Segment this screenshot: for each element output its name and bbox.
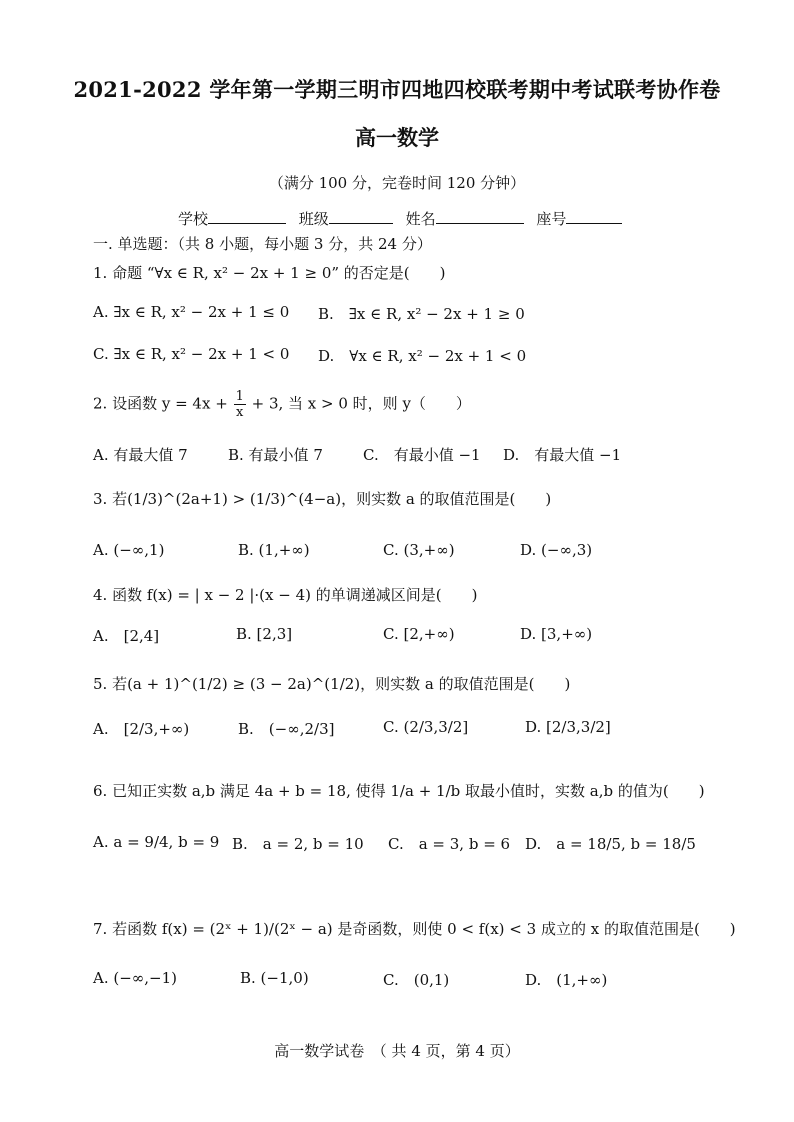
- question-7-option-d: D. (1,+∞): [525, 971, 608, 989]
- field-school-label: 学校: [178, 210, 209, 228]
- field-class-label: 班级: [298, 210, 329, 228]
- field-name-label: 姓名: [405, 210, 436, 228]
- field-seat-label: 座号: [536, 210, 567, 228]
- question-2-stem-pre: 2. 设函数 y = 4x +: [93, 394, 228, 413]
- question-5-stem: 5. 若(a + 1)^(1/2) ≥ (3 − 2a)^(1/2)，则实数 a 的取值范围是( ): [93, 675, 571, 693]
- question-7-stem: 7. 若函数 f(x) = (2ˣ + 1)/(2ˣ − a) 是奇函数，则使 0 < f(x) < 3 成立的 x 的取值范围是( ): [93, 920, 736, 938]
- subject-title: 高一数学: [355, 125, 439, 150]
- question-2-fraction-den: x: [236, 405, 244, 420]
- question-3-option-b: B. (1,+∞): [238, 541, 310, 559]
- question-5-option-b: B. (−∞,2/3]: [238, 720, 335, 738]
- question-3-option-c: C. (3,+∞): [383, 541, 455, 559]
- field-name-blank: [436, 209, 524, 224]
- question-3-stem: 3. 若(1/3)^(2a+1) > (1/3)^(4−a)，则实数 a 的取值范围是( ): [93, 490, 552, 508]
- question-6-option-a: A. a = 9/4, b = 9: [93, 833, 220, 851]
- field-class-blank: [329, 209, 393, 224]
- question-3-option-a: A. (−∞,1): [93, 541, 165, 559]
- field-seat-blank: [566, 209, 622, 224]
- question-2-option-b: B. 有最小值 7: [228, 446, 323, 464]
- question-5-option-d: D. [2/3,3/2]: [525, 718, 611, 736]
- question-4-stem: 4. 函数 f(x) = | x − 2 |·(x − 4) 的单调递减区间是( ): [93, 586, 478, 604]
- question-1-option-c: C. ∃x ∈ R, x² − 2x + 1 < 0: [93, 345, 290, 363]
- question-1-option-b: B. ∃x ∈ R, x² − 2x + 1 ≥ 0: [318, 305, 525, 323]
- question-2-option-d: D. 有最大值 −1: [503, 446, 622, 464]
- student-info-row: [178, 208, 630, 229]
- question-1-option-a: A. ∃x ∈ R, x² − 2x + 1 ≤ 0: [93, 303, 290, 321]
- question-6-option-b: B. a = 2, b = 10: [232, 835, 364, 853]
- field-school-blank: [208, 209, 286, 224]
- question-3-option-d: D. (−∞,3): [520, 541, 593, 559]
- section-heading: 一. 单选题：（共 8 小题，每小题 3 分，共 24 分）: [93, 235, 432, 253]
- question-2-option-c: C. 有最小值 −1: [363, 446, 481, 464]
- page-footer: 高一数学试卷 （ 共 4 页，第 4 页）: [274, 1042, 520, 1060]
- question-2-option-a: A. 有最大值 7: [93, 446, 188, 464]
- question-5-option-a: A. [2/3,+∞): [93, 720, 190, 738]
- question-6-option-c: C. a = 3, b = 6: [388, 835, 511, 853]
- question-2-stem-post: + 3, 当 x > 0 时，则 y（ ）: [251, 394, 471, 413]
- question-6-option-d: D. a = 18/5, b = 18/5: [525, 835, 696, 853]
- question-5-option-c: C. (2/3,3/2]: [383, 718, 469, 736]
- question-6-stem: 6. 已知正实数 a,b 满足 4a + b = 18, 使得 1/a + 1/b 取最小值时，实数 a,b 的值为( ): [93, 782, 705, 800]
- question-7-option-a: A. (−∞,−1): [93, 969, 178, 987]
- question-4-option-a: A. [2,4]: [93, 627, 160, 645]
- question-4-option-c: C. [2,+∞): [383, 625, 455, 643]
- question-7-option-b: B. (−1,0): [240, 969, 309, 987]
- question-2-stem: [93, 389, 471, 420]
- exam-title: 2021-2022 学年第一学期三明市四地四校联考期中考试联考协作卷: [73, 77, 721, 102]
- question-1-stem: 1. 命题 “∀x ∈ R, x² − 2x + 1 ≥ 0” 的否定是( ): [93, 264, 446, 282]
- question-4-option-d: D. [3,+∞): [520, 625, 593, 643]
- question-2-fraction: [234, 389, 246, 420]
- question-4-option-b: B. [2,3]: [236, 625, 293, 643]
- question-2-fraction-num: 1: [235, 389, 244, 404]
- exam-note: （满分 100 分，完卷时间 120 分钟）: [268, 174, 526, 192]
- question-1-option-d: D. ∀x ∈ R, x² − 2x + 1 < 0: [318, 347, 527, 365]
- question-7-option-c: C. (0,1): [383, 971, 450, 989]
